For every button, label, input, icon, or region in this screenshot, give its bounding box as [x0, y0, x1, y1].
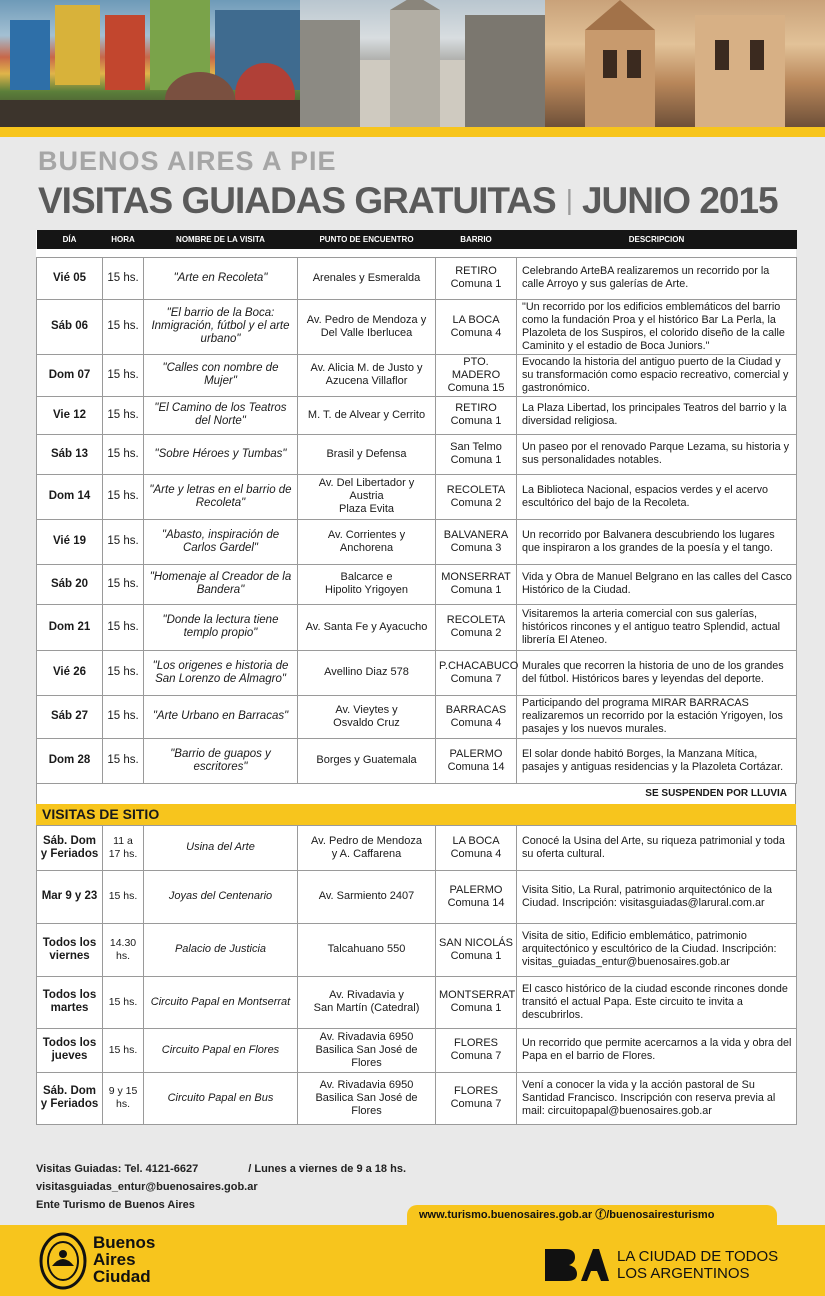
cell-tour-name: "Donde la lectura tiene templo propio" — [144, 604, 298, 650]
cell-description: Un recorrido por Balvanera descubriendo los lugares que inspiraron a los grandes de la poesía y el tango. — [517, 519, 797, 564]
title-main: VISITAS GUIADAS GRATUITAS — [38, 180, 556, 221]
site-row — [37, 870, 797, 923]
cell-day: Todos los martes — [37, 976, 103, 1028]
cell-neighborhood: RETIRO Comuna 1 — [436, 396, 517, 434]
tours-table — [36, 230, 797, 784]
contact-phone: Visitas Guiadas: Tel. 4121-6627 — [36, 1163, 199, 1175]
site-row — [37, 1028, 797, 1072]
cell-hour: 15 hs. — [103, 434, 144, 474]
cell-neighborhood: LA BOCA Comuna 4 — [436, 825, 517, 870]
cell-description: Un recorrido que permite acercarnos a la vida y obra del Papa en el barrio de Flores. — [517, 1028, 797, 1072]
cell-hour: 15 hs. — [103, 396, 144, 434]
cell-tour-name: "El Camino de los Teatros del Norte" — [144, 396, 298, 434]
sites-table — [36, 825, 797, 1125]
cell-tour-name: "Los origenes e historia de San Lorenzo de Almagro" — [144, 650, 298, 695]
title-month: JUNIO 2015 — [581, 180, 778, 221]
cell-neighborhood: LA BOCA Comuna 4 — [436, 299, 517, 354]
cell-hour: 11 a 17 hs. — [103, 825, 144, 870]
cell-tour-name: Joyas del Centenario — [144, 870, 298, 923]
cell-day: Sáb. Dom y Feriados — [37, 825, 103, 870]
cell-day: Vié 05 — [37, 257, 103, 299]
cell-meeting-point: Av. Rivadavia 6950 Basilica San José de Flores — [298, 1072, 436, 1124]
cell-description: La Biblioteca Nacional, espacios verdes y el acervo escultórico del bajo de la Recoleta. — [517, 474, 797, 519]
site-visits-title: VISITAS DE SITIO — [36, 804, 796, 825]
col-header-name: NOMBRE DE LA VISITA — [144, 230, 298, 249]
kicker-title: BUENOS AIRES A PIE — [38, 146, 337, 176]
cell-hour: 15 hs. — [103, 604, 144, 650]
cell-meeting-point: Brasil y Defensa — [298, 434, 436, 474]
cell-meeting-point: Av. Rivadavia 6950 Basilica San José de Flores — [298, 1028, 436, 1072]
cell-hour: 15 hs. — [103, 650, 144, 695]
cell-day: Dom 14 — [37, 474, 103, 519]
slogan-line2: LOS ARGENTINOS — [617, 1265, 750, 1282]
tour-row — [37, 738, 797, 783]
site-row — [37, 825, 797, 870]
tour-row — [37, 695, 797, 738]
rain-note: SE SUSPENDEN POR LLUVIA — [36, 784, 796, 804]
cell-neighborhood: PALERMO Comuna 14 — [436, 870, 517, 923]
tour-row — [37, 434, 797, 474]
photo-san-telmo — [545, 0, 825, 127]
city-logo-line1: Buenos — [93, 1233, 156, 1252]
cell-tour-name: "Arte Urbano en Barracas" — [144, 695, 298, 738]
cell-day: Vié 26 — [37, 650, 103, 695]
entity-name: Ente Turismo de Buenos Aires — [36, 1199, 195, 1211]
title-separator: | — [565, 184, 572, 215]
cell-description: Celebrando ArteBA realizaremos un recorrido por la calle Arroyo y sus galerías de Arte. — [517, 257, 797, 299]
cell-tour-name: Usina del Arte — [144, 825, 298, 870]
cell-day: Sáb 13 — [37, 434, 103, 474]
cell-day: Dom 28 — [37, 738, 103, 783]
cell-neighborhood: RECOLETA Comuna 2 — [436, 474, 517, 519]
cell-meeting-point: Av. Rivadavia y San Martín (Catedral) — [298, 976, 436, 1028]
page-title — [38, 180, 778, 222]
site-row — [37, 1072, 797, 1124]
cell-day: Vie 12 — [37, 396, 103, 434]
cell-neighborhood: P.CHACABUCO Comuna 7 — [436, 650, 517, 695]
cell-hour: 15 hs. — [103, 1028, 144, 1072]
cell-tour-name: "Arte en Recoleta" — [144, 257, 298, 299]
cell-day: Sáb. Dom y Feriados — [37, 1072, 103, 1124]
cell-description: Visita Sitio, La Rural, patrimonio arquitectónico de la Ciudad. Inscripción: visitasguiadas@larural.com.ar — [517, 870, 797, 923]
cell-tour-name: "Barrio de guapos y escritores" — [144, 738, 298, 783]
cell-hour: 15 hs. — [103, 695, 144, 738]
contact-line — [36, 1163, 406, 1175]
cell-description: Vení a conocer la vida y la acción pastoral de Su Santidad Francisco. Inscripción con reserva previa al mail: circuitopapal@buenosaires.gob.ar — [517, 1072, 797, 1124]
cell-hour: 15 hs. — [103, 738, 144, 783]
cell-description: Murales que recorren la historia de uno de los grandes del fútbol. Históricos bares y leyendas del deporte. — [517, 650, 797, 695]
schedule-table — [36, 230, 796, 1125]
cell-tour-name: "Arte y letras en el barrio de Recoleta" — [144, 474, 298, 519]
cell-meeting-point: Av. Sarmiento 2407 — [298, 870, 436, 923]
cell-meeting-point: Av. Santa Fe y Ayacucho — [298, 604, 436, 650]
cell-day: Sáb 27 — [37, 695, 103, 738]
cell-meeting-point: Av. Pedro de Mendoza y Del Valle Iberlucea — [298, 299, 436, 354]
cell-meeting-point: Arenales y Esmeralda — [298, 257, 436, 299]
spacer-row — [37, 249, 797, 257]
cell-day: Sáb 20 — [37, 564, 103, 604]
table-header-row — [37, 230, 797, 249]
city-logo-text — [93, 1234, 155, 1285]
cell-description: Participando del programa MIRAR BARRACAS realizaremos un recorrido por la estación Yrigoyen, los pasajes y los nuevos murales. — [517, 695, 797, 738]
cell-hour: 15 hs. — [103, 474, 144, 519]
header-yellow-bar — [0, 127, 825, 137]
cell-hour: 15 hs. — [103, 354, 144, 396]
cell-neighborhood: BARRACAS Comuna 4 — [436, 695, 517, 738]
cell-tour-name: Circuito Papal en Flores — [144, 1028, 298, 1072]
cell-tour-name: "Abasto, inspiración de Carlos Gardel" — [144, 519, 298, 564]
cell-meeting-point: Borges y Guatemala — [298, 738, 436, 783]
cell-neighborhood: RETIRO Comuna 1 — [436, 257, 517, 299]
tour-row — [37, 650, 797, 695]
cell-hour: 14.30 hs. — [103, 923, 144, 976]
photo-caminito — [0, 0, 300, 127]
col-header-neighborhood: BARRIO — [436, 230, 517, 249]
tour-row — [37, 354, 797, 396]
tour-row — [37, 564, 797, 604]
cell-description: Evocando la historia del antiguo puerto de la Ciudad y su transformación como espacio recreativo, comercial y gastronómico. — [517, 354, 797, 396]
cell-tour-name: "Homenaje al Creador de la Bandera" — [144, 564, 298, 604]
header-photo-strip — [0, 0, 825, 127]
tour-row — [37, 299, 797, 354]
contact-hours: / Lunes a viernes de 9 a 18 hs. — [248, 1163, 406, 1175]
tours-body — [37, 249, 797, 783]
cell-description: Visitaremos la arteria comercial con sus galerías, históricos rincones y el antiguo teatro Splendid, actual librería El Ateneo. — [517, 604, 797, 650]
tour-row — [37, 474, 797, 519]
cell-neighborhood: BALVANERA Comuna 3 — [436, 519, 517, 564]
cell-meeting-point: M. T. de Alvear y Cerrito — [298, 396, 436, 434]
cell-meeting-point: Talcahuano 550 — [298, 923, 436, 976]
tour-row — [37, 519, 797, 564]
cell-day: Todos los jueves — [37, 1028, 103, 1072]
city-logo-line2: Aires — [93, 1250, 136, 1269]
tour-row — [37, 396, 797, 434]
cell-tour-name: "El barrio de la Boca: Inmigración, fútbol y el arte urbano" — [144, 299, 298, 354]
cell-tour-name: Circuito Papal en Bus — [144, 1072, 298, 1124]
cell-neighborhood: MONTSERRAT Comuna 1 — [436, 976, 517, 1028]
col-header-day: DÍA — [37, 230, 103, 249]
cell-description: Visita de sitio, Edificio emblemático, patrimonio arquitectónico y escultórico de la Ciudad. Inscripción: visitas_guiadas_entur@buenosaires.gob.ar — [517, 923, 797, 976]
cell-tour-name: "Calles con nombre de Mujer" — [144, 354, 298, 396]
cell-day: Dom 07 — [37, 354, 103, 396]
site-row — [37, 976, 797, 1028]
cell-hour: 15 hs. — [103, 564, 144, 604]
col-header-hour: HORA — [103, 230, 144, 249]
cell-hour: 9 y 15 hs. — [103, 1072, 144, 1124]
cell-neighborhood: San Telmo Comuna 1 — [436, 434, 517, 474]
cell-description: Vida y Obra de Manuel Belgrano en las calles del Casco Histórico de la Ciudad. — [517, 564, 797, 604]
cell-meeting-point: Av. Pedro de Mendoza y A. Caffarena — [298, 825, 436, 870]
cell-hour: 15 hs. — [103, 976, 144, 1028]
cell-neighborhood: PTO. MADERO Comuna 15 — [436, 354, 517, 396]
cell-neighborhood: PALERMO Comuna 14 — [436, 738, 517, 783]
slogan-line1: LA CIUDAD DE TODOS — [617, 1248, 779, 1265]
city-slogan — [617, 1248, 778, 1282]
col-header-meeting-point: PUNTO DE ENCUENTRO — [298, 230, 436, 249]
cell-description: Un paseo por el renovado Parque Lezama, su historia y sus personalidades notables. — [517, 434, 797, 474]
cell-description: "Un recorrido por los edificios emblemáticos del barrio como la fundación Proa y el histórico Bar La Perla, la Plazoleta de los Suspiros, el colorido diseño de la calle Caminito y el estadio de Boca Juniors." — [517, 299, 797, 354]
tour-row — [37, 604, 797, 650]
cell-description: La Plaza Libertad, los principales Teatros del barrio y la diversidad religiosa. — [517, 396, 797, 434]
cell-hour: 15 hs. — [103, 870, 144, 923]
cell-neighborhood: MONSERRAT Comuna 1 — [436, 564, 517, 604]
cell-hour: 15 hs. — [103, 299, 144, 354]
ba-mark-logo — [543, 1247, 609, 1288]
cell-meeting-point: Av. Del Libertador y Austria Plaza Evita — [298, 474, 436, 519]
cell-hour: 15 hs. — [103, 519, 144, 564]
cell-neighborhood: RECOLETA Comuna 2 — [436, 604, 517, 650]
cell-tour-name: Palacio de Justicia — [144, 923, 298, 976]
cell-day: Vié 19 — [37, 519, 103, 564]
cell-neighborhood: FLORES Comuna 7 — [436, 1028, 517, 1072]
tour-row — [37, 257, 797, 299]
city-logo-line3: Ciudad — [93, 1267, 151, 1286]
photo-recoleta — [300, 0, 545, 127]
cell-day: Todos los viernes — [37, 923, 103, 976]
sites-body — [37, 825, 797, 1124]
cell-day: Sáb 06 — [37, 299, 103, 354]
cell-hour: 15 hs. — [103, 257, 144, 299]
cell-description: El solar donde habitó Borges, la Manzana Mítica, pasajes y antiguas residencias y la Plazoleta Cortázar. — [517, 738, 797, 783]
cell-tour-name: "Sobre Héroes y Tumbas" — [144, 434, 298, 474]
cell-meeting-point: Av. Corrientes y Anchorena — [298, 519, 436, 564]
city-shield-logo — [38, 1232, 88, 1295]
cell-meeting-point: Avellino Diaz 578 — [298, 650, 436, 695]
col-header-description: DESCRIPCION — [517, 230, 797, 249]
website-link[interactable]: www.turismo.buenosaires.gob.ar ⓕ/buenosairesturismo — [407, 1205, 777, 1225]
cell-day: Mar 9 y 23 — [37, 870, 103, 923]
cell-tour-name: Circuito Papal en Montserrat — [144, 976, 298, 1028]
cell-day: Dom 21 — [37, 604, 103, 650]
contact-email[interactable]: visitasguiadas_entur@buenosaires.gob.ar — [36, 1181, 258, 1193]
cell-description: El casco histórico de la ciudad esconde rincones donde transitó el actual Papa. Este circuito te invita a descubrirlos. — [517, 976, 797, 1028]
cell-neighborhood: FLORES Comuna 7 — [436, 1072, 517, 1124]
site-row — [37, 923, 797, 976]
cell-description: Conocé la Usina del Arte, su riqueza patrimonial y toda su oferta cultural. — [517, 825, 797, 870]
cell-meeting-point: Balcarce e Hipolito Yrigoyen — [298, 564, 436, 604]
cell-neighborhood: SAN NICOLÁS Comuna 1 — [436, 923, 517, 976]
cell-meeting-point: Av. Vieytes y Osvaldo Cruz — [298, 695, 436, 738]
cell-meeting-point: Av. Alicia M. de Justo y Azucena Villaflor — [298, 354, 436, 396]
